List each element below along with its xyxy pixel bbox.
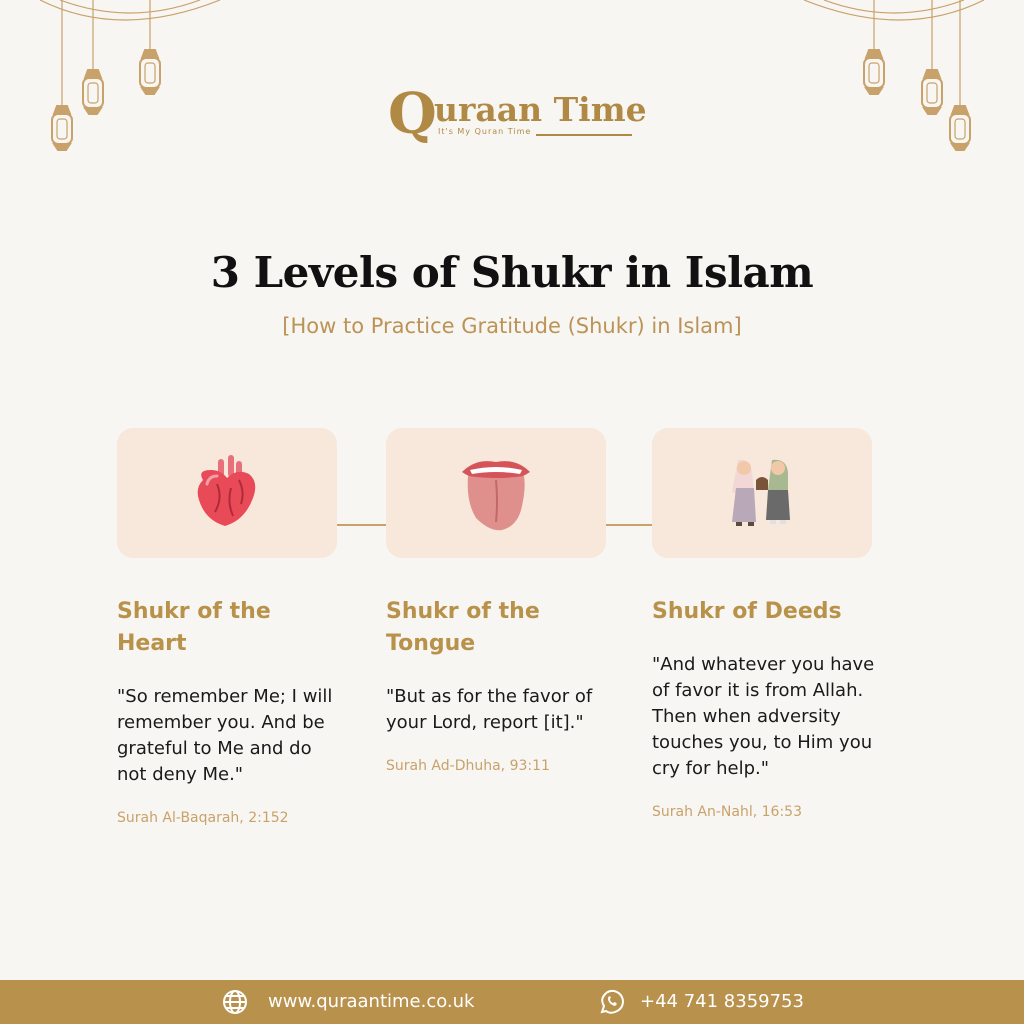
connector-line [606, 524, 652, 526]
level-title: Shukr of the Heart [117, 599, 271, 656]
lantern-icon [864, 50, 970, 150]
level-title: Shukr of Deeds [652, 599, 842, 624]
card-heart [117, 428, 337, 558]
level-deeds [652, 596, 882, 820]
level-reference: Surah Al-Baqarah, 2:152 [117, 810, 289, 826]
globe-icon [222, 989, 248, 1015]
footer-phone[interactable] [598, 980, 804, 1024]
footer-website[interactable] [222, 980, 474, 1024]
level-reference: Surah An-Nahl, 16:53 [652, 804, 802, 820]
giving-gift-icon [652, 428, 872, 558]
logo-name: uraan Time [434, 90, 647, 129]
logo-underline [536, 134, 632, 136]
level-quote: "So remember Me; I will remember you. And be grateful to Me and do not deny Me." [117, 686, 333, 785]
footer-bar [0, 980, 1024, 1024]
level-heart [117, 596, 342, 826]
level-tongue [386, 596, 611, 774]
connector-line [337, 524, 386, 526]
phone-number[interactable]: +44 741 8359753 [640, 991, 804, 1012]
hanging-lanterns-left [0, 0, 230, 170]
website-link[interactable]: www.quraantime.co.uk [268, 991, 475, 1012]
level-reference: Surah Ad-Dhuha, 93:11 [386, 758, 550, 774]
card-tongue [386, 428, 606, 558]
logo-initial: Q [388, 81, 437, 147]
hanging-lanterns-right [794, 0, 1024, 170]
brand-logo [388, 81, 647, 147]
level-title: Shukr of the Tongue [386, 599, 540, 656]
whatsapp-icon [598, 988, 626, 1016]
card-deeds [652, 428, 872, 558]
logo-tagline: It's My Quran Time [438, 127, 532, 136]
lantern-icon [52, 50, 160, 150]
anatomical-heart-icon [117, 428, 337, 558]
page-subtitle: [How to Practice Gratitude (Shukr) in Islam] [282, 314, 742, 338]
level-quote: "But as for the favor of your Lord, report [it]." [386, 686, 593, 733]
tongue-icon [386, 428, 606, 558]
page-title: 3 Levels of Shukr in Islam [210, 248, 814, 297]
level-quote: "And whatever you have of favor it is from Allah. Then when adversity touches you, to Him you cry for help." [652, 654, 875, 779]
